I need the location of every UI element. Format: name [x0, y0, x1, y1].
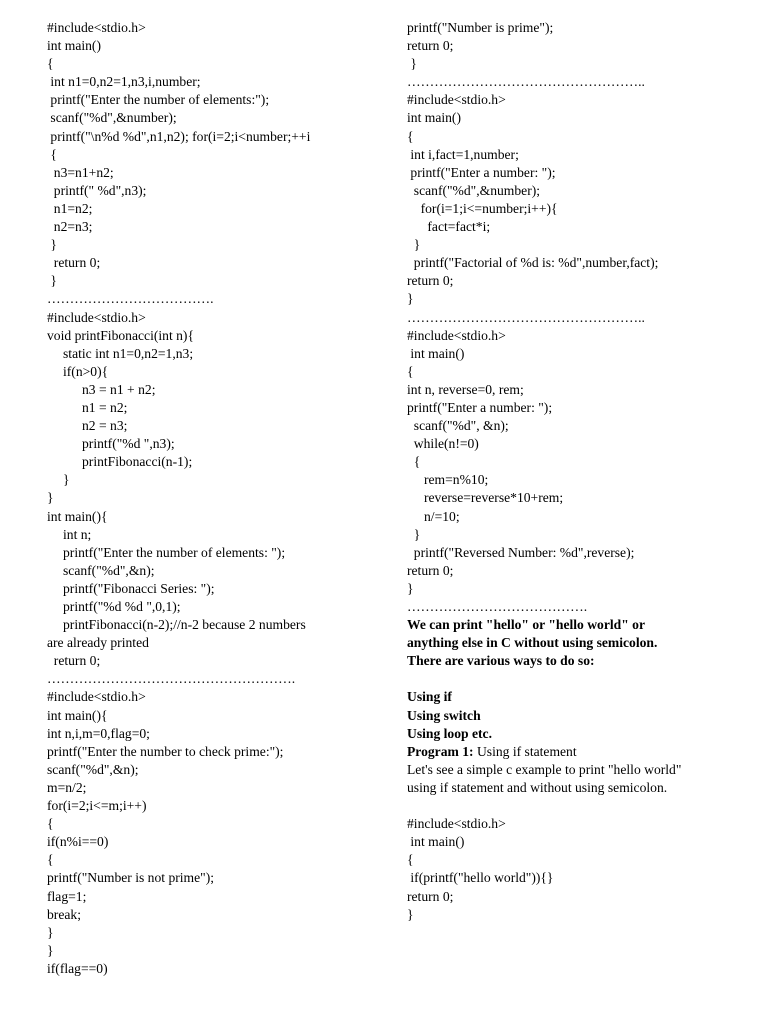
right-code-line: ………………………………….	[407, 599, 588, 614]
left-code-line: ……………………………….	[47, 291, 214, 307]
right-code-line: using if statement and without using semicolon.	[407, 779, 668, 795]
left-code-line: {	[47, 816, 54, 832]
program-label: Program 1:	[407, 743, 474, 759]
right-code-line: return 0;	[407, 273, 454, 289]
right-code-line: #include<stdio.h>	[407, 327, 506, 343]
right-code-line: anything else in C without using semicolon.	[407, 635, 658, 651]
right-code-line: scanf("%d",&number);	[407, 182, 541, 198]
right-code-line: #include<stdio.h>	[407, 92, 506, 108]
right-code-line: return 0;	[407, 888, 454, 904]
right-code-line: }	[407, 56, 417, 72]
right-code-line	[407, 743, 747, 761]
left-code-line: printf("Number is not prime");	[47, 870, 215, 886]
right-code-line: reverse=reverse*10+rem;	[407, 490, 564, 506]
left-code-line: n2 = n3;	[82, 418, 128, 434]
left-code-line: printf("Fibonacci Series: ");	[63, 580, 215, 596]
left-code-line: n2=n3;	[47, 219, 93, 235]
left-code-line: ……………………………………………….	[47, 671, 296, 687]
left-code-line: }	[47, 237, 57, 253]
left-code-line: int n1=0,n2=1,n3,i,number;	[47, 74, 201, 90]
left-code-line: if(flag==0)	[47, 960, 108, 976]
left-code-line: int main(){	[47, 508, 108, 524]
right-code-line: while(n!=0)	[407, 436, 479, 452]
right-code-line: }	[407, 291, 414, 307]
right-code-line: Using loop etc.	[407, 725, 492, 741]
left-code-line: n3 = n1 + n2;	[82, 381, 156, 397]
right-code-line: }	[407, 906, 414, 922]
right-code-line: }	[407, 237, 421, 253]
left-column	[47, 19, 377, 978]
right-code-line: int n, reverse=0, rem;	[407, 381, 524, 397]
left-code-line: if(n%i==0)	[47, 834, 109, 850]
right-code-line: Using if	[407, 689, 452, 705]
left-code-line: scanf("%d",&n);	[47, 761, 139, 777]
right-code-line: scanf("%d", &n);	[407, 418, 509, 434]
left-code-line: printf("Enter the number of elements:");	[47, 92, 270, 108]
right-code-line: rem=n%10;	[407, 472, 489, 488]
left-code-line: if(n>0){	[63, 363, 109, 379]
left-code-line: printf("%d ",n3);	[82, 436, 175, 452]
right-column	[407, 19, 747, 924]
left-code-line: #include<stdio.h>	[47, 689, 146, 705]
left-code-line: int n;	[63, 526, 92, 542]
left-code-line: m=n/2;	[47, 779, 87, 795]
right-code-line	[407, 797, 747, 815]
left-code-line: n3=n1+n2;	[47, 164, 114, 180]
left-code-line: static int n1=0,n2=1,n3;	[63, 345, 194, 361]
right-code-line: int i,fact=1,number;	[407, 146, 519, 162]
right-code-line: Let's see a simple c example to print "hello world"	[407, 761, 682, 777]
left-code-line: return 0;	[47, 255, 101, 271]
left-code-line: int main(){	[47, 707, 108, 723]
right-code-line: }	[407, 526, 421, 542]
right-code-line: if(printf("hello world")){}	[407, 870, 554, 886]
right-code-line: fact=fact*i;	[407, 219, 491, 235]
left-code-line: {	[47, 146, 57, 162]
right-code-line: printf("Enter a number: ");	[407, 399, 553, 415]
right-code-line: for(i=1;i<=number;i++){	[407, 200, 558, 216]
right-code-line: return 0;	[407, 38, 454, 54]
left-code-line: int n,i,m=0,flag=0;	[47, 725, 150, 741]
right-code-line: printf("Reversed Number: %d",reverse);	[407, 544, 635, 560]
right-code-line: printf("Factorial of %d is: %d",number,fact);	[407, 255, 659, 271]
left-code-line: printf(" %d",n3);	[47, 182, 147, 198]
left-code-line: {	[47, 852, 54, 868]
right-code-line: ……………………………………………..	[407, 309, 645, 325]
left-code-line: scanf("%d",&n);	[63, 562, 155, 578]
right-code-line	[407, 670, 747, 688]
right-code-line: }	[407, 580, 414, 596]
right-code-line: #include<stdio.h>	[407, 816, 506, 832]
left-code-line: #include<stdio.h>	[47, 20, 146, 35]
left-code-line: are already printed	[47, 635, 149, 651]
right-code-line: {	[407, 454, 421, 470]
right-code-line: There are various ways to do so:	[407, 653, 595, 669]
left-code-line: scanf("%d",&number);	[47, 110, 177, 126]
left-code-line: #include<stdio.h>	[47, 309, 146, 325]
right-code-line: printf("Enter a number: ");	[407, 164, 556, 180]
left-code-line: }	[47, 942, 54, 958]
right-code-line: We can print "hello" or "hello world" or	[407, 617, 645, 633]
left-code-line: }	[47, 273, 57, 289]
left-code-line: n1 = n2;	[82, 399, 128, 415]
left-code-line: for(i=2;i<=m;i++)	[47, 798, 147, 814]
left-code-line: flag=1;	[47, 888, 87, 904]
left-code-line: printf("Enter the number to check prime:");	[47, 743, 284, 759]
left-code-line: printf("%d %d ",0,1);	[63, 599, 181, 614]
right-code-line: printf("Number is prime");	[407, 20, 554, 35]
right-code-line: {	[407, 363, 414, 379]
left-code-line: printf("\n%d %d",n1,n2); for(i=2;i<number;++i	[47, 128, 311, 144]
right-code-line: {	[407, 128, 414, 144]
left-code-line: void printFibonacci(int n){	[47, 327, 194, 343]
left-code-line: {	[47, 56, 54, 72]
right-code-line: int main()	[407, 110, 461, 126]
right-code-line: int main()	[407, 345, 465, 361]
right-code-line: {	[407, 852, 414, 868]
left-code-line: printFibonacci(n-2);//n-2 because 2 numbers	[63, 617, 306, 633]
left-code-line: printf("Enter the number of elements: ");	[63, 544, 286, 560]
right-code-line: int main()	[407, 834, 465, 850]
left-code-line: n1=n2;	[47, 200, 93, 216]
right-code-line: return 0;	[407, 562, 454, 578]
right-code-line: n/=10;	[407, 508, 460, 524]
left-code-line: }	[63, 472, 70, 488]
left-code-line: int main()	[47, 38, 101, 54]
program-description: Using if statement	[473, 743, 577, 759]
left-code-line: }	[47, 924, 54, 940]
left-code-line: }	[47, 490, 54, 506]
left-code-line: printFibonacci(n-1);	[82, 454, 193, 470]
right-code-line: Using switch	[407, 707, 481, 723]
left-code-line: return 0;	[47, 653, 101, 669]
right-code-line: ……………………………………………..	[407, 74, 645, 90]
left-code-line: break;	[47, 906, 81, 922]
